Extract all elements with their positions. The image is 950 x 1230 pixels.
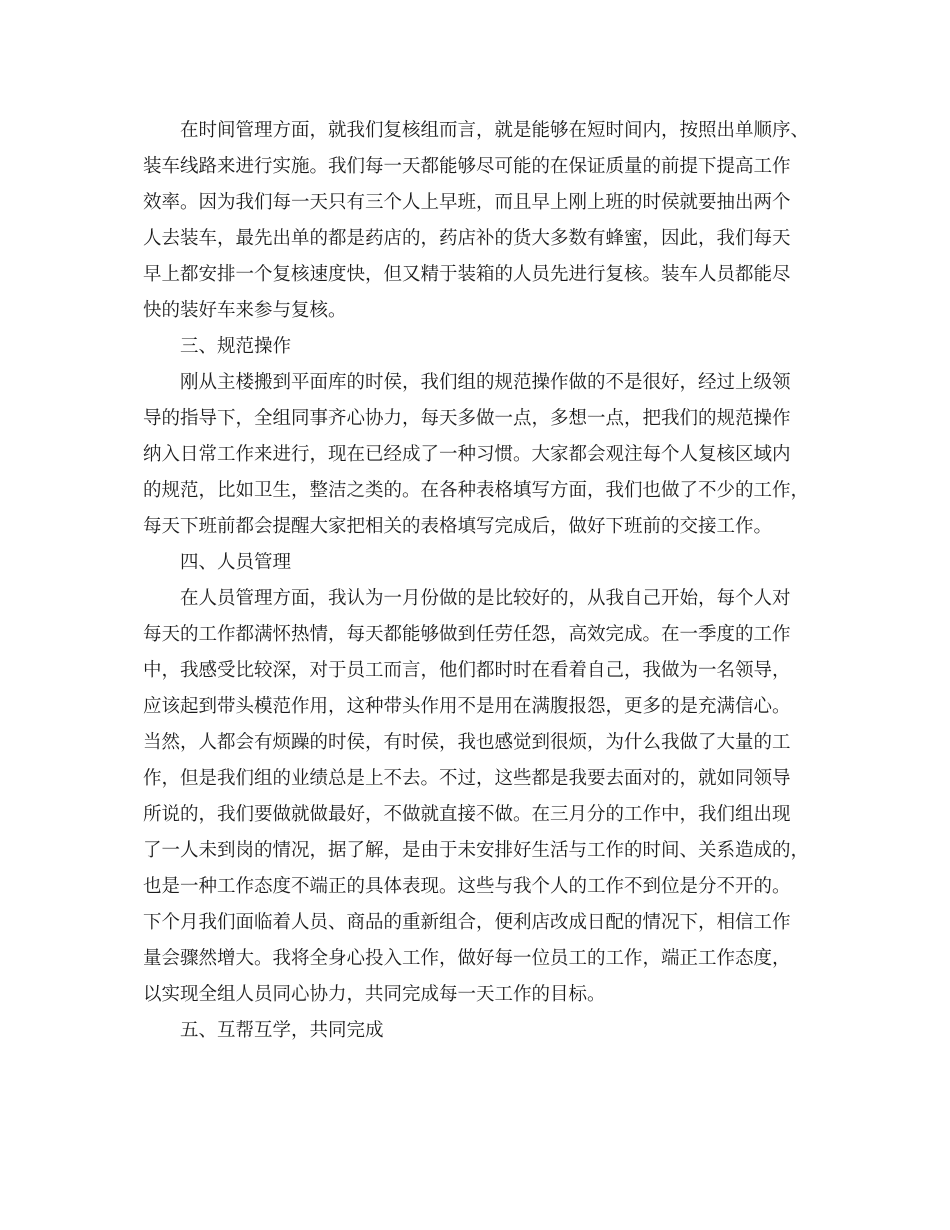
text-line: 量会骤然增大。我将全身心投入工作，做好每一位员工的工作，端正工作态度， <box>143 948 791 969</box>
text-line: 刚从主楼搬到平面库的时侯，我们组的规范操作做的不是很好，经过上级领 <box>180 372 791 393</box>
text-line: 中，我感受比较深，对于员工而言，他们都时时在看着自己，我做为一名领导， <box>143 660 791 681</box>
text-line: 所说的，我们要做就做最好，不做就直接不做。在三月分的工作中，我们组出现 <box>143 804 791 825</box>
text-line: 装车线路来进行实施。我们每一天都能够尽可能的在保证质量的前提下提高工作 <box>143 156 791 177</box>
text-line: 每天的工作都满怀热情，每天都能够做到任劳任怨，高效完成。在一季度的工作 <box>143 624 791 645</box>
section-heading: 四、人员管理 <box>180 552 292 573</box>
text-line: 快的装好车来参与复核。 <box>143 300 347 321</box>
text-line: 当然，人都会有烦躁的时侯，有时侯，我也感觉到很烦，为什么我做了大量的工 <box>143 732 791 753</box>
text-line: 也是一种工作态度不端正的具体表现。这些与我个人的工作不到位是分不开的。 <box>143 876 791 897</box>
text-line: 的规范，比如卫生，整洁之类的。在各种表格填写方面，我们也做了不少的工作， <box>143 480 810 501</box>
text-line: 导的指导下，全组同事齐心协力，每天多做一点，多想一点，把我们的规范操作 <box>143 408 791 429</box>
text-line: 应该起到带头模范作用，这种带头作用不是用在满腹报怨，更多的是充满信心。 <box>143 696 791 717</box>
text-line: 下个月我们面临着人员、商品的重新组合，便利店改成日配的情况下，相信工作 <box>143 912 791 933</box>
section-heading: 五、互帮互学，共同完成 <box>180 1020 384 1041</box>
text-line: 在人员管理方面，我认为一月份做的是比较好的，从我自己开始，每个人对 <box>180 588 791 609</box>
text-line: 效率。因为我们每一天只有三个人上早班，而且早上刚上班的时侯就要抽出两个 <box>143 192 791 213</box>
text-line: 人去装车，最先出单的都是药店的，药店补的货大多数有蜂蜜，因此，我们每天 <box>143 228 791 249</box>
text-line: 每天下班前都会提醒大家把相关的表格填写完成后，做好下班前的交接工作。 <box>143 516 773 537</box>
text-line: 在时间管理方面，就我们复核组而言，就是能够在短时间内，按照出单顺序、 <box>180 120 810 141</box>
text-line: 纳入日常工作来进行，现在已经成了一种习惯。大家都会观注每个人复核区域内 <box>143 444 791 465</box>
section-heading: 三、规范操作 <box>180 336 292 357</box>
text-line: 了一人未到岗的情况，据了解，是由于未安排好生活与工作的时间、关系造成的， <box>143 840 810 861</box>
text-line: 早上都安排一个复核速度快，但又精于装箱的人员先进行复核。装车人员都能尽 <box>143 264 791 285</box>
text-line: 作，但是我们组的业绩总是上不去。不过，这些都是我要去面对的，就如同领导 <box>143 768 791 789</box>
text-line: 以实现全组人员同心协力，共同完成每一天工作的目标。 <box>143 984 606 1005</box>
